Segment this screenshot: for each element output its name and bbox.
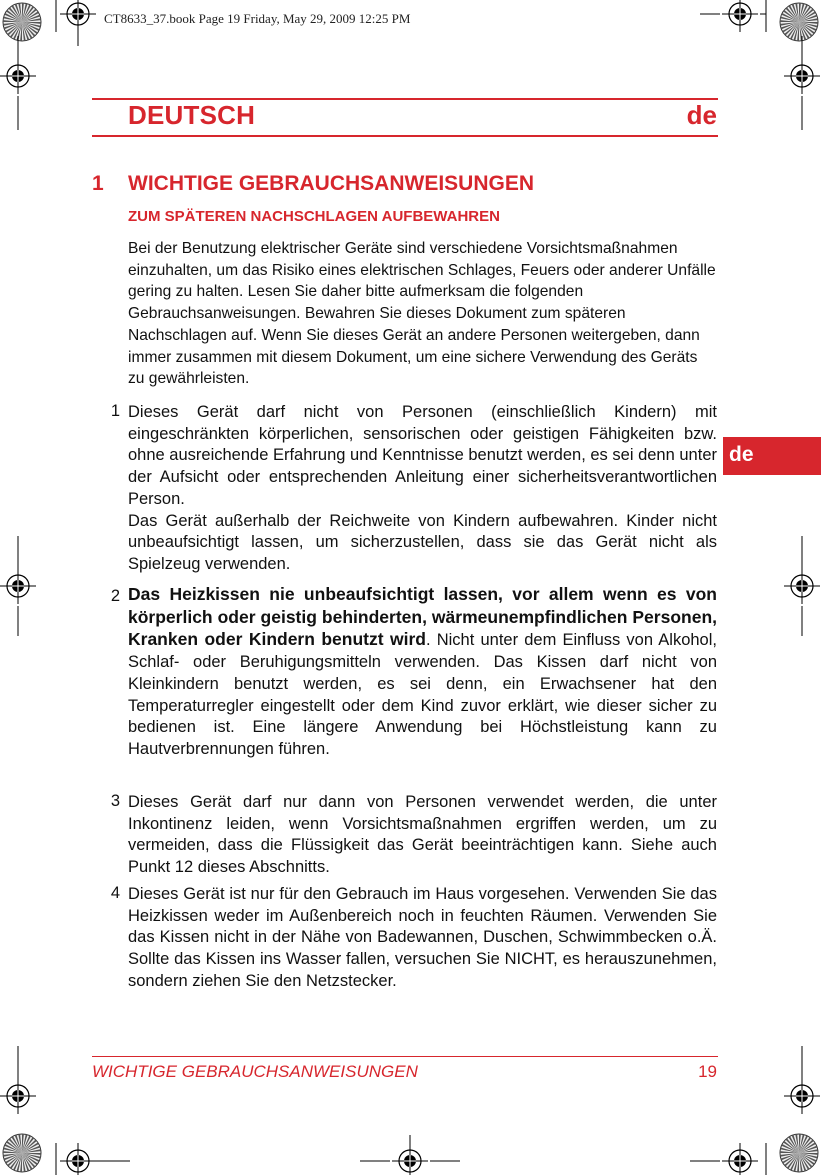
- footer-title: WICHTIGE GEBRAUCHSANWEISUNGEN: [92, 1062, 418, 1081]
- intro-paragraph: Bei der Benutzung elektrischer Geräte sind verschiedene Vorsichtsmaßnahmen einzuhalten, um das Risiko eines elektrischen Schlages, Feuers oder anderer Unfälle gering zu halten. Lesen Sie daher bitte aufmerksam die folgenden Gebrauchsanweisungen. Bewahren Sie dieses Dokument zum späteren Nachschlagen auf. Wenn Sie dieses Gerät an andere Personen weitergeben, dann immer zusammen mit diesem Dokument, um eine sichere Verwendung des Geräts zu gewährleisten.: [128, 240, 716, 388]
- list-item-number: 3: [110, 792, 120, 810]
- list-item-text-continued: Das Gerät außerhalb der Reichweite von Kindern aufbewahren. Kinder nicht unbeaufsichtigt lassen, um sicherzustellen, dass sie das Gerät nicht als Spielzeug verwenden.: [128, 511, 717, 573]
- list-item-number: 4: [110, 884, 120, 902]
- page-number: 19: [698, 1062, 717, 1081]
- section-title: WICHTIGE GEBRAUCHSANWEISUNGEN: [128, 172, 535, 195]
- list-item-text: Dieses Gerät darf nicht von Personen (einschließlich Kindern) mit eingeschränkten körperlichen, sensorischen oder geistigen Fähigkeiten bzw. ohne ausreichende Erfahrung und Kenntnisse benutzt werden, es sei denn unter der Aufsicht oder entsprechenden Anleitung einer sicherheitsverantwortlichen Person.: [128, 403, 717, 508]
- language-side-tab: de: [723, 437, 821, 475]
- list-item-text: Dieses Gerät darf nur dann von Personen verwendet werden, die unter Inkontinenz leiden, wenn Vorsichtsmaßnahmen ergriffen werden, um zu vermeiden, dass die Flüssigkeit das Gerät beeinträchtigen kann. Siehe auch Punkt 12 dieses Abschnitts.: [128, 793, 717, 877]
- list-item: [128, 884, 717, 993]
- list-item-bold-warning: Das Heizkissen nie unbeaufsichtigt lassen, vor allem wenn es von körperlich oder geistig behinderten, wärmeunempfindlichen Personen, Kranken oder Kindern benutzt wird: [128, 584, 717, 650]
- footer-rule: [92, 1056, 718, 1057]
- list-item: [128, 402, 717, 576]
- header-bottom-rule: [92, 135, 718, 137]
- list-item-text: . Nicht unter dem Einfluss von Alkohol, Schlaf- oder Beruhigungsmitteln verwenden. Das Kissen darf nicht von Kleinkindern benutzt werden, es sei denn, ein Erwachsener hat den Temperaturregler eingestellt oder dem Kind zuvor erklärt, wie dieser sicher zu bedienen ist. Eine längere Anwendung bei Höchstleistung kann zu Hautverbrennungen führen.: [128, 631, 717, 758]
- section-subheading: ZUM SPÄTEREN NACHSCHLAGEN AUFBEWAHREN: [128, 208, 500, 225]
- list-item-number: 1: [110, 402, 120, 420]
- header-language: de: [686, 100, 717, 130]
- print-slug: CT8633_37.book Page 19 Friday, May 29, 2009 12:25 PM: [104, 11, 411, 26]
- header-title: DEUTSCH: [128, 100, 256, 130]
- list-item-number: 2: [110, 587, 120, 605]
- list-item-text: Dieses Gerät ist nur für den Gebrauch im Haus vorgesehen. Verwenden Sie das Heizkissen weder im Außenbereich noch in feuchten Räumen. Verwenden Sie das Kissen nicht in der Nähe von Badewannen, Duschen, Schwimmbecken o.Ä. Sollte das Kissen ins Wasser fallen, versuchen Sie NICHT, es herauszunehmen, sondern ziehen Sie den Netzstecker.: [128, 885, 717, 990]
- section-number: 1: [92, 172, 104, 195]
- list-item: [128, 584, 717, 761]
- list-item: [128, 792, 717, 879]
